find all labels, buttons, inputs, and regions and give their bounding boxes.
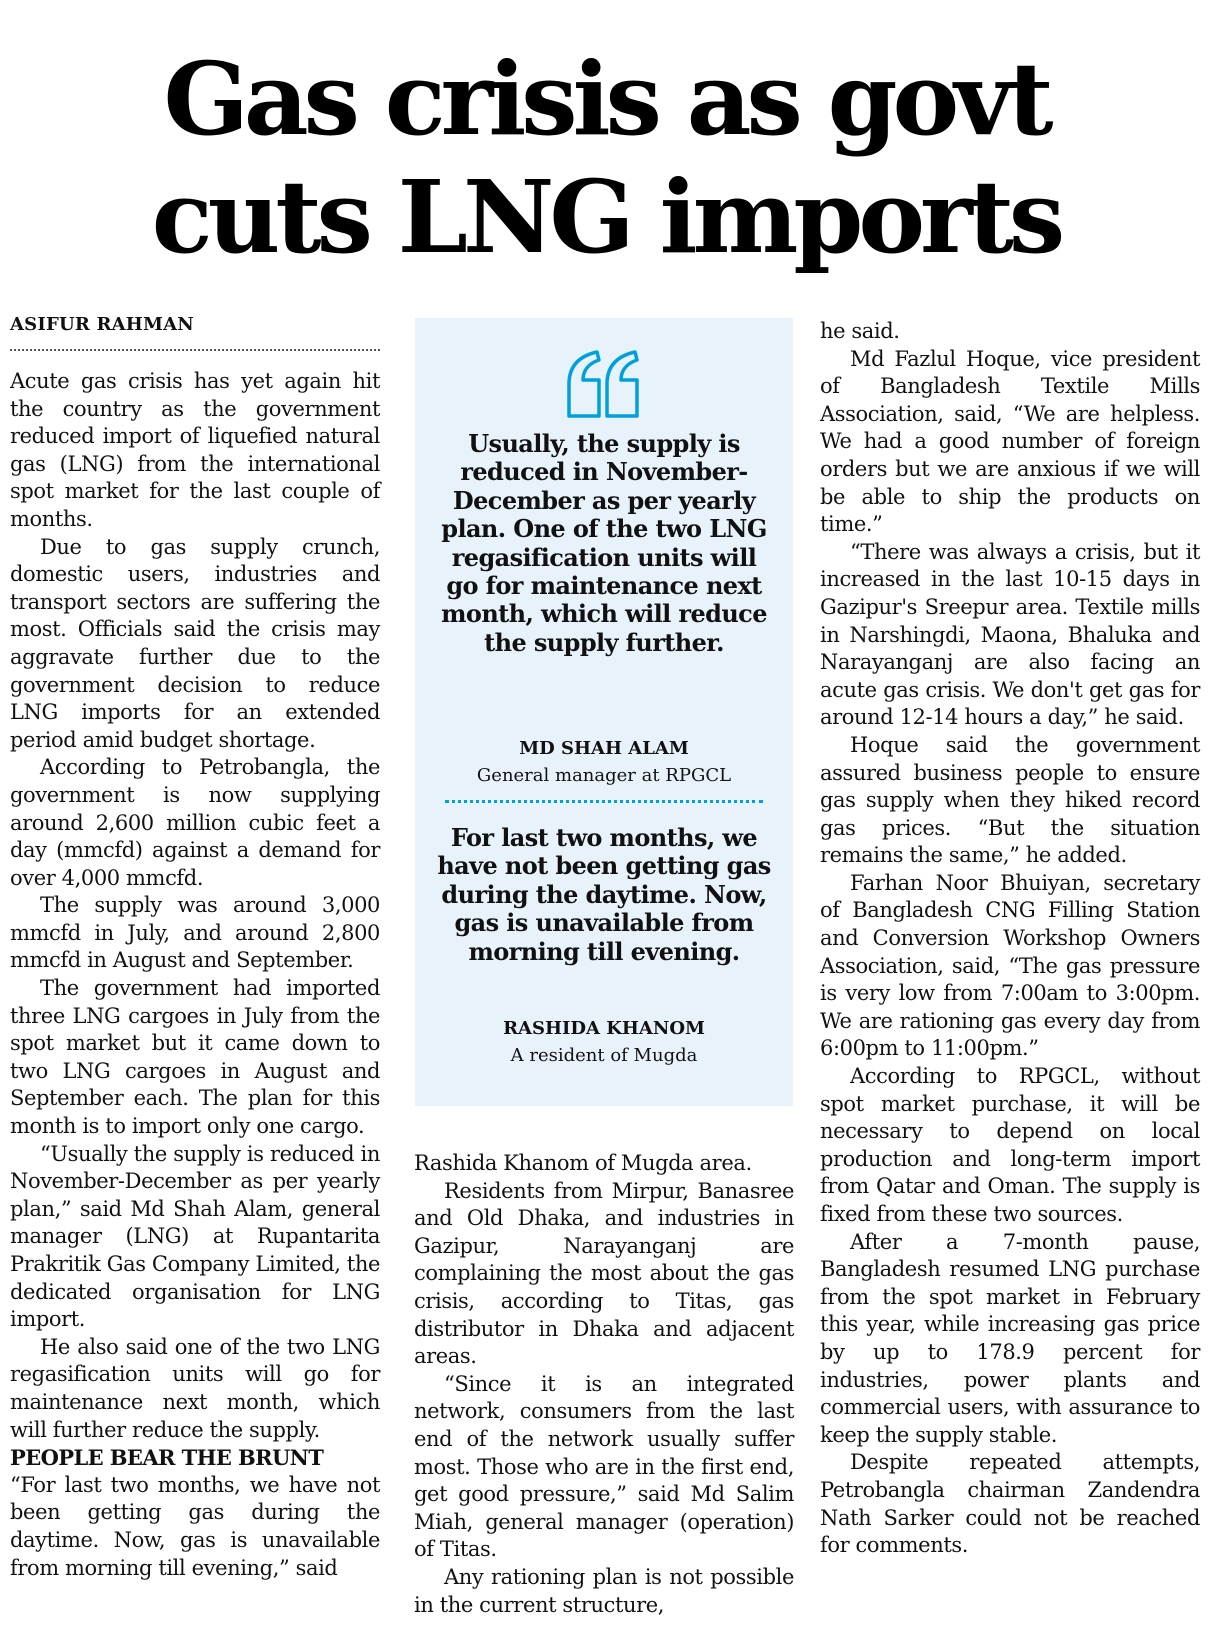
paragraph: “Since it is an integrated network, consumers from the last end of the network usually suffer most. Those who are in the first end, get good pressure,” said Md Salim Miah, general manager (operation) of Titas. (414, 1371, 794, 1562)
paragraph: Hoque said the government assured business people to ensure gas supply when they hiked record gas prices. “But the situation remains the same,” he added. (820, 732, 1200, 868)
headline (0, 40, 1212, 276)
paragraph: The government had imported three LNG cargoes in July from the spot market but it came down to two LNG cargoes in August and September each. The plan for this month is to import only one cargo. (10, 976, 380, 1139)
article-column-3 (820, 318, 1200, 1560)
pull-quote-2-title: A resident of Mugda (510, 1045, 698, 1066)
pull-quote-1-title: General manager at RPGCL (476, 765, 732, 786)
paragraph: Residents from Mirpur, Banasree and Old Dhaka, and industries in Gazipur, Narayanganj are complaining the most about the gas crisis, according to Titas, gas distributor in Dhaka and adjacent areas. (414, 1178, 794, 1369)
paragraph: “There was always a crisis, but it increased in the last 10-15 days in Gazipur's Sreepur area. Textile mills in Narshingdi, Maona, Bhaluka and Narayanganj are also facing an acute gas crisis. We don't get gas for around 12-14 hours a day,” he said. (820, 539, 1200, 730)
paragraph: Despite repeated attempts, Petrobangla chairman Zandendra Nath Sarker could not be reached for comments. (820, 1450, 1200, 1558)
pull-quote-1-name: MD SHAH ALAM (519, 738, 689, 759)
paragraph: Due to gas supply crunch, domestic users, industries and transport sectors are suffering the most. Officials said the crisis may aggravate further due to the government decision to reduce LNG imports for an extended period amid budget shortage. (10, 534, 380, 752)
headline-line-2: cuts LNG imports (151, 158, 1061, 276)
pull-quote-2-name: RASHIDA KHANOM (503, 1018, 705, 1039)
paragraph: Farhan Noor Bhuiyan, secretary of Bangladesh CNG Filling Station and Conversion Workshop Owners Association, said, “The gas pressure is very low from 7:00am to 3:00pm. We are rationing gas every day from 6:00pm to 11:00pm.” (820, 870, 1200, 1061)
paragraph: Rashida Khanom of Mugda area. (414, 1151, 752, 1175)
pull-quote-divider (445, 800, 763, 803)
paragraph: After a 7-month pause, Bangladesh resumed LNG purchase from the spot market in February this year, while increasing gas price by up to 178.9 percent for industries, power plants and commercial users, with assurance to keep the supply stable. (820, 1229, 1200, 1447)
article-column-2 (414, 1150, 794, 1619)
section-subhead: PEOPLE BEAR THE BRUNT (10, 1445, 324, 1471)
paragraph: “For last two months, we have not been getting gas during the daytime. Now, gas is unavailable from morning till evening,” said (10, 1472, 380, 1580)
paragraph: “Usually the supply is reduced in November-December as per yearly plan,” said Md Shah Alam, general manager (LNG) at Rupantarita Prakritik Gas Company Limited, the dedicated organisation for LNG import. (10, 1141, 380, 1332)
paragraph: he said. (820, 319, 900, 343)
paragraph: Any rationing plan is not possible in the current structure, (414, 1564, 794, 1617)
pull-quote-1: Usually, the supply is reduced in November-December as per yearly plan. One of the two LNG regasification units will go for maintenance next month, which will reduce the supply further. (441, 429, 767, 657)
article-column-1 (10, 368, 380, 1582)
headline-line-1: Gas crisis as govt (163, 40, 1049, 158)
paragraph: Acute gas crisis has yet again hit the country as the government reduced import of liquefied natural gas (LNG) from the international spot market for the last couple of months. (10, 369, 380, 531)
byline: ASIFUR RAHMAN (10, 314, 380, 351)
paragraph: According to Petrobangla, the government is now supplying around 2,600 million cubic feet a day (mmcfd) against a demand for over 4,000 mmcfd. (10, 755, 380, 890)
paragraph: He also said one of the two LNG regasification units will go for maintenance next month, which will further reduce the supply. (10, 1334, 380, 1442)
paragraph: Md Fazlul Hoque, vice president of Bangladesh Textile Mills Association, said, “We are helpless. We had a good number of foreign orders but we are anxious if we will be able to ship the products on time.” (820, 346, 1200, 537)
pull-quote-box (415, 318, 793, 1106)
paragraph: The supply was around 3,000 mmcfd in July, and around 2,800 mmcfd in August and September. (10, 893, 380, 973)
pull-quote-2: For last two months, we have not been getting gas during the daytime. Now, gas is unavailable from morning till evening. (437, 823, 771, 966)
paragraph: According to RPGCL, without spot market purchase, it will be necessary to depend on local production and long-term import from Qatar and Oman. The supply is fixed from these two sources. (820, 1064, 1200, 1226)
quotation-mark-icon (565, 348, 643, 420)
